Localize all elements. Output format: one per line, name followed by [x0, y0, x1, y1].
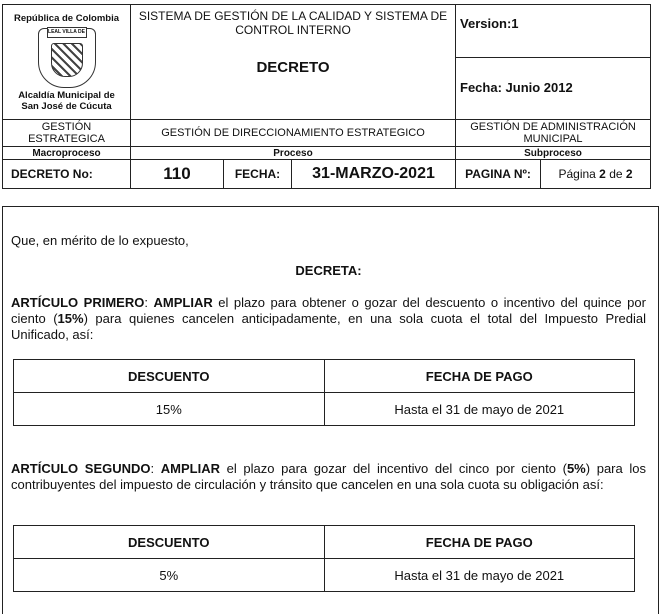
version-cell: [456, 5, 651, 120]
discount-value: 15%: [14, 393, 325, 426]
document-header: [2, 4, 650, 194]
article-two-verb: AMPLIAR: [160, 461, 221, 476]
seal-motto: LEAL VILLA DE: [47, 27, 87, 38]
table-row: [14, 393, 635, 426]
doc-date: Fecha: Junio 2012: [460, 80, 573, 95]
title-cell: [131, 5, 456, 120]
fecha-label: FECHA:: [224, 160, 292, 189]
intro-text: Que, en mérito de lo expuesto,: [11, 233, 189, 248]
discount-table-two: [13, 525, 635, 592]
country-name: República de Colombia: [13, 12, 120, 24]
proceso-value: GESTIÓN DE DIRECCIONAMIENTO ESTRATEGICO: [131, 120, 456, 147]
table-row: [14, 559, 635, 592]
article-one-verb: AMPLIAR: [153, 295, 213, 310]
discount-value: 5%: [14, 559, 325, 592]
pagina-value: Página 2 de 2: [541, 160, 651, 189]
subproceso-label: Subproceso: [456, 147, 651, 160]
decreta-heading: DECRETA:: [295, 263, 362, 278]
decreto-number: 110: [131, 160, 224, 189]
payment-date: Hasta el 31 de mayo de 2021: [324, 393, 635, 426]
logo-cell: [3, 5, 131, 120]
article-two-heading: ARTÍCULO SEGUNDO: [11, 461, 151, 476]
subproceso-value: GESTIÓN DE ADMINISTRACIÓN MUNICIPAL: [456, 120, 651, 147]
decree-body: [2, 206, 659, 614]
pagina-label: PAGINA Nº:: [456, 160, 541, 189]
table-header-date: FECHA DE PAGO: [324, 360, 635, 393]
version-label: Version:1: [456, 6, 650, 58]
fecha-value: 31-MARZO-2021: [292, 160, 456, 189]
municipality-line2: San José de Cúcuta: [21, 100, 112, 112]
table-row: [14, 360, 635, 393]
macroproceso-label: Macroproceso: [3, 147, 131, 160]
doc-type: DECRETO: [256, 59, 330, 76]
table-header-discount: DESCUENTO: [14, 526, 325, 559]
table-row: [14, 526, 635, 559]
table-header-date: FECHA DE PAGO: [324, 526, 635, 559]
discount-table-one: [13, 359, 635, 426]
table-header-discount: DESCUENTO: [14, 360, 325, 393]
article-two: ARTÍCULO SEGUNDO: AMPLIAR el plazo para gozar del incentivo del cinco por ciento (5%) para los contribuyentes del impuesto de circulación y tránsito que cancelen en una sola cuota su obligación así:: [11, 461, 646, 492]
proceso-label: Proceso: [131, 147, 456, 160]
article-one-heading: ARTÍCULO PRIMERO: [11, 295, 145, 310]
decreto-label: DECRETO No:: [3, 160, 131, 189]
system-title: SISTEMA DE GESTIÓN DE LA CALIDAD Y SISTEMA DE CONTROL INTERNO: [138, 9, 448, 37]
municipality-line1: Alcaldía Municipal de: [18, 89, 115, 101]
municipal-seal-icon: [38, 28, 96, 88]
macroproceso-value: GESTIÓN ESTRATEGICA: [3, 120, 131, 147]
article-one: ARTÍCULO PRIMERO: AMPLIAR el plazo para obtener o gozar del descuento o incentivo del quince por ciento (15%) para quienes cancelen anticipadamente, en una sola cuota el total del Impuesto Predial Unificado, así:: [11, 295, 646, 342]
payment-date: Hasta el 31 de mayo de 2021: [324, 559, 635, 592]
